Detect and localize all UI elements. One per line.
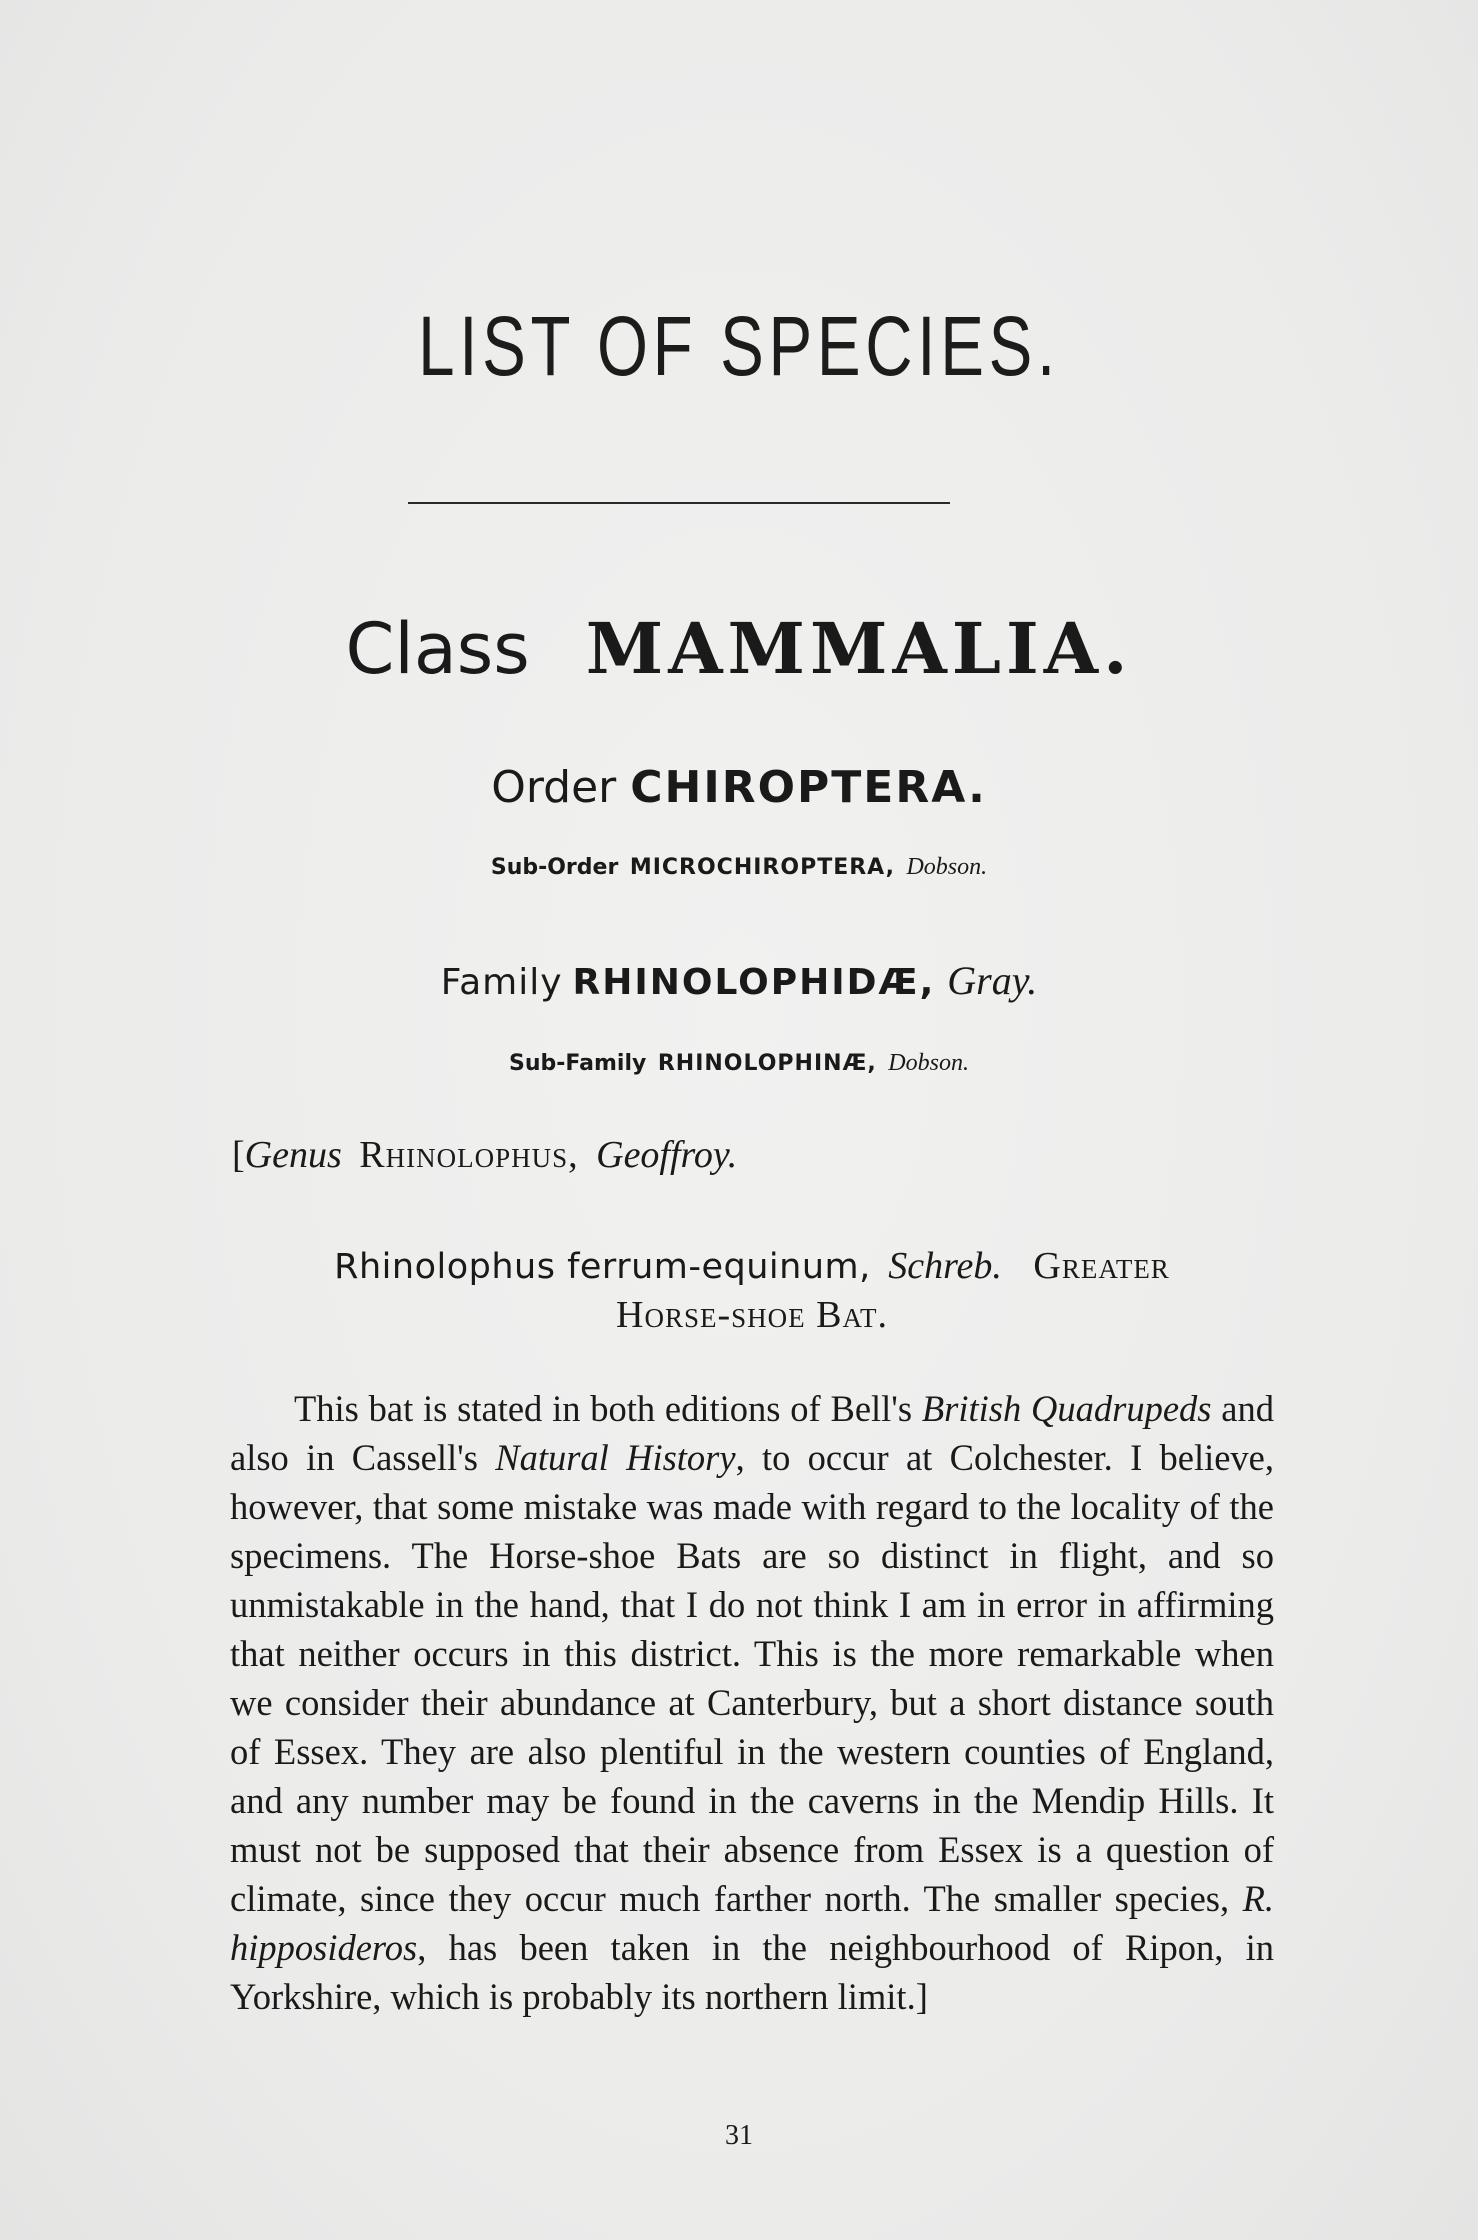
species-name: Rhinolophus ferrum-equinum, — [334, 1247, 871, 1287]
species-description — [230, 1384, 1274, 2021]
body-text-1: This bat is stated in both editions of Bell's — [294, 1388, 922, 1429]
genus-label: Genus — [244, 1134, 342, 1176]
family-name: RHINOLOPHIDÆ, — [572, 962, 936, 1003]
page-title: LIST OF SPECIES. — [418, 299, 1060, 393]
body-text-4: , has been taken in the neighbourhood of Ripon, in Yorkshire, which is probably its northern limit.] — [230, 1927, 1274, 2017]
order-label: Order — [491, 762, 617, 813]
genus-name: Rhinolophus, — [359, 1134, 579, 1176]
order-heading — [0, 758, 1478, 818]
body-text-3: , to occur at Colchester. I believe, however, that some mistake was made with regard to the locality of the specimens. The Horse-shoe Bats are so distinct in flight, and so unmistakable in the hand, that I do not think I am in error in affirming that neither occurs in this district. This is the more remarkable when we consider their abundance at Canterbury, but a short distance south of Essex. They are also plentiful in the western counties of England, and any number may be found in the caverns in the Mendip Hills. It must not be supposed that their absence from Essex is a question of climate, since they occur much farther north. The smaller species, — [230, 1437, 1274, 1919]
genus-heading — [232, 1130, 737, 1180]
book-title-natural-history: Natural History — [495, 1437, 736, 1478]
suborder-heading — [0, 850, 1478, 885]
subfamily-heading — [0, 1046, 1478, 1081]
subfamily-authority: Dobson. — [888, 1050, 969, 1076]
class-name: MAMMALIA. — [585, 607, 1133, 690]
genus-authority: Geoffroy. — [596, 1134, 738, 1176]
class-label: Class — [345, 608, 530, 690]
genus-bracket: [ — [232, 1134, 245, 1176]
species-r-hipposideros: R. hipposideros — [230, 1878, 1274, 1968]
class-heading — [0, 604, 1478, 696]
species-common-name-1: Greater — [1033, 1245, 1170, 1287]
subfamily-label: Sub-Family — [509, 1051, 647, 1076]
book-title-british-quadrupeds: British Quadrupeds — [921, 1388, 1212, 1429]
suborder-authority: Dobson. — [906, 854, 988, 880]
family-authority: Gray. — [947, 958, 1038, 1003]
order-name: CHIROPTERA. — [630, 762, 987, 813]
species-heading — [232, 1242, 1272, 1339]
title-rule — [408, 502, 950, 504]
suborder-label: Sub-Order — [490, 855, 619, 880]
species-authority: Schreb. — [888, 1245, 1002, 1287]
family-label: Family — [440, 962, 563, 1003]
page-number: 31 — [725, 2120, 753, 2151]
subfamily-name: RHINOLOPHINÆ, — [657, 1051, 877, 1076]
species-common-name-2: Horse-shoe Bat. — [616, 1294, 888, 1336]
suborder-name: MICROCHIROPTERA, — [629, 855, 895, 880]
family-heading — [0, 956, 1478, 1008]
body-text-2: and also in Cassell's — [230, 1388, 1274, 1478]
